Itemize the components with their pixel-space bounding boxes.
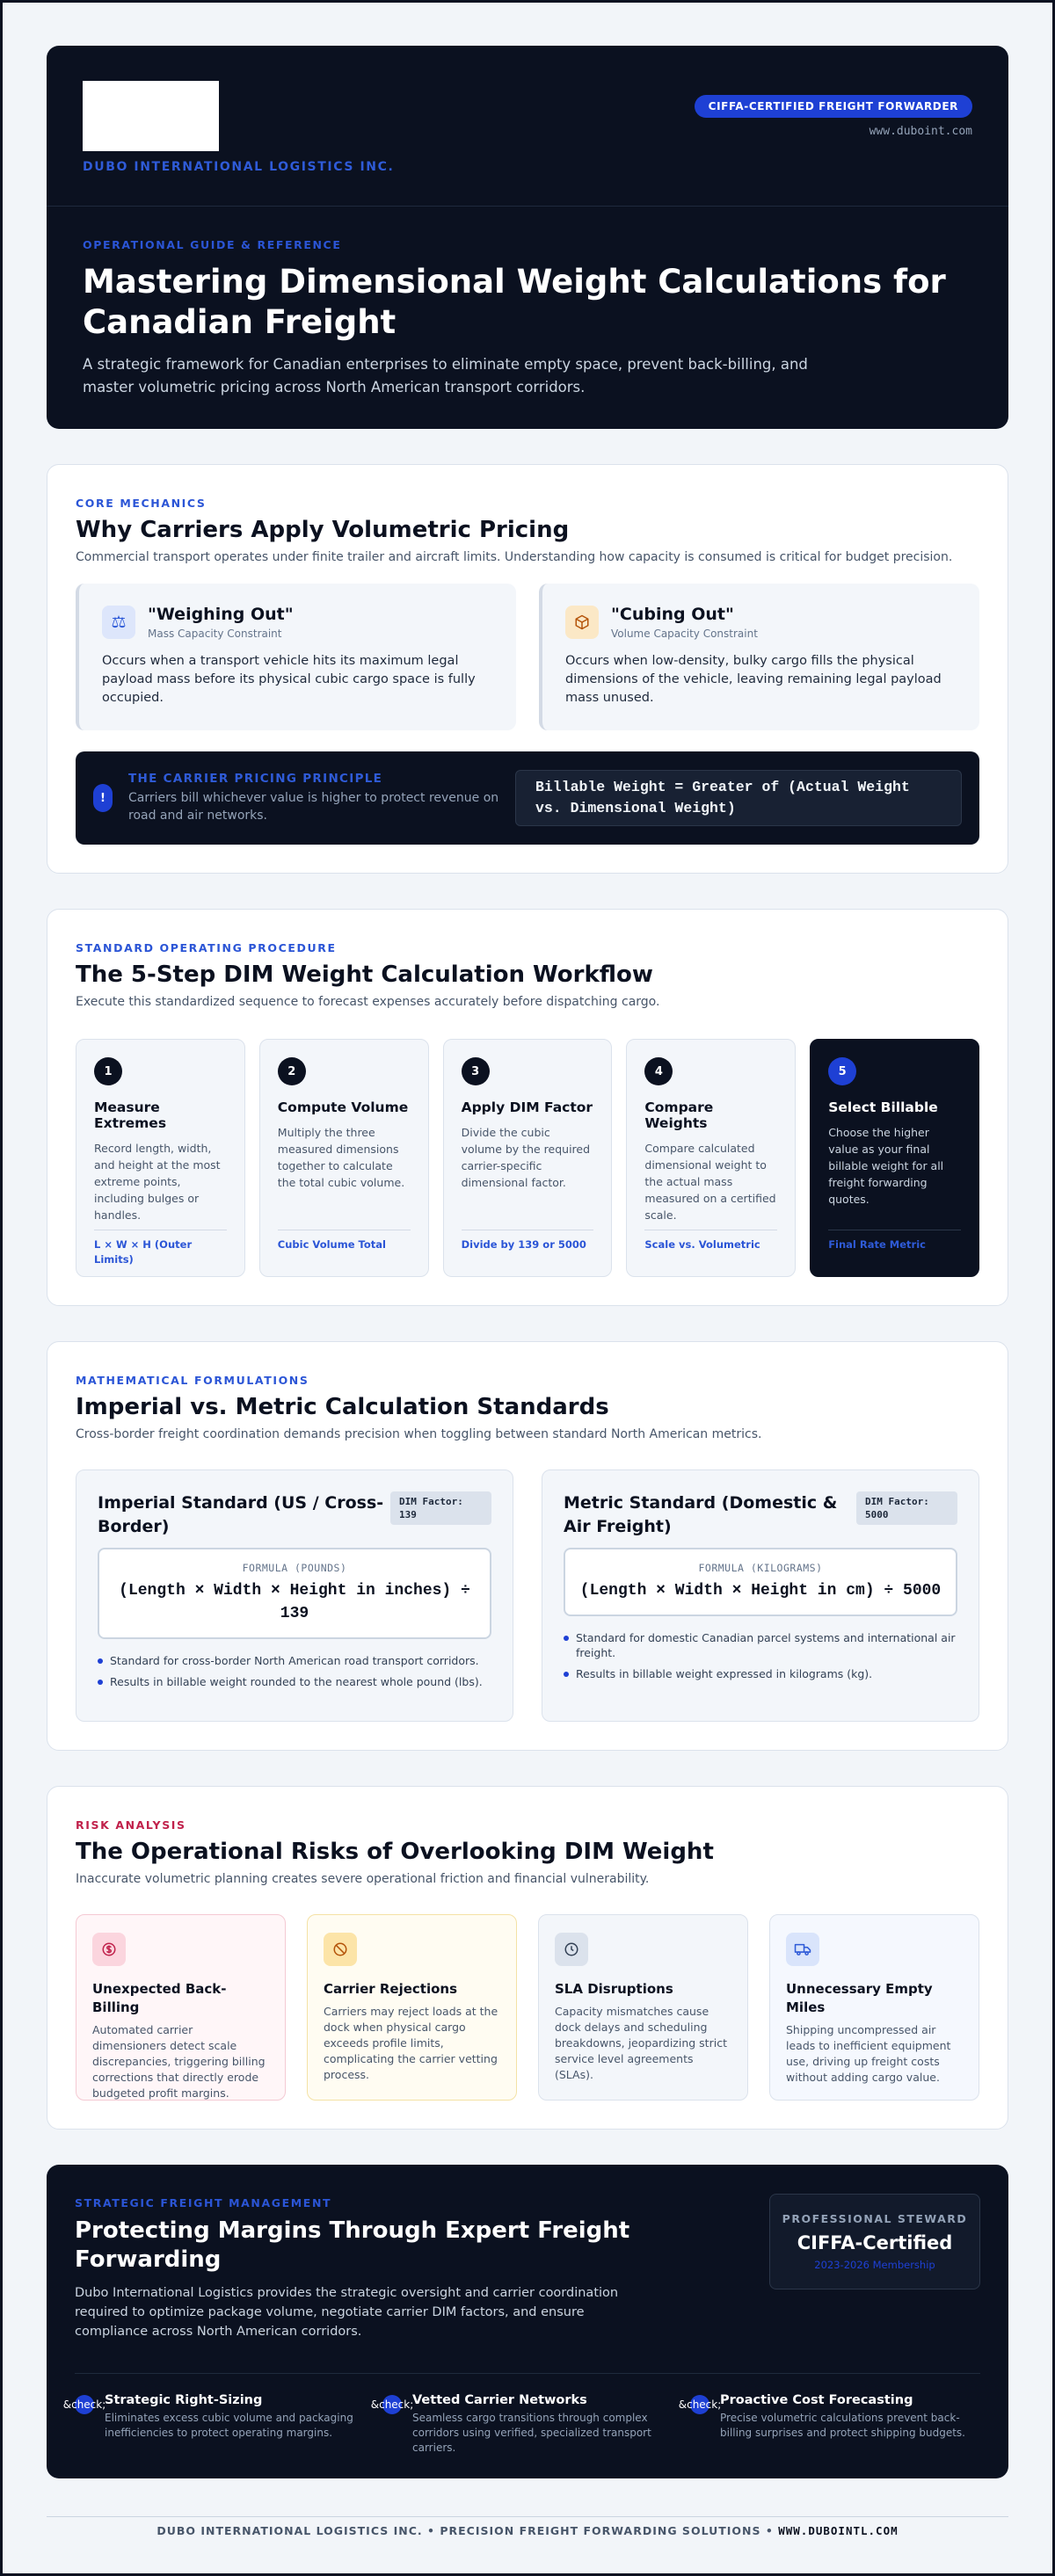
step-title: Measure Extremes	[94, 1099, 167, 1131]
risk-title: Unnecessary Empty Miles	[786, 1981, 933, 2015]
card-title: "Weighing Out"	[148, 605, 294, 624]
risk-description: Carriers may reject loads at the dock when physical cargo exceeds profile limits, complicating the carrier vetting process.	[324, 2005, 498, 2081]
steward-card	[769, 2194, 980, 2289]
step-description: Record length, width, and height at the most extreme points, including bulges or handles.	[94, 1142, 221, 1222]
feature-title: Strategic Right-Sizing	[105, 2393, 263, 2407]
page-subtitle: A strategic framework for Canadian enterprises to eliminate empty space, prevent back-billing, and master volumetric pricing across North American transport corridors.	[83, 356, 808, 395]
feature-title: Proactive Cost Forecasting	[720, 2393, 913, 2407]
section-subtitle: Execute this standardized sequence to forecast expenses accurately before dispatching cargo.	[76, 995, 660, 1009]
workflow-section	[47, 909, 1008, 1306]
risk-description: Shipping uncompressed air leads to inefficient equipment use, driving up freight costs without adding cargo value.	[786, 2023, 951, 2084]
step-number: 2	[278, 1057, 306, 1085]
step-footer: Cubic Volume Total	[278, 1230, 411, 1252]
feature-description: Precise volumetric calculations prevent back-billing surprises and protect shipping budgets.	[720, 2412, 965, 2439]
company-logo	[83, 81, 219, 151]
page-title: Mastering Dimensional Weight Calculations for Canadian Freight	[83, 263, 946, 341]
step-description: Choose the higher value as your final billable weight for all freight forwarding quotes.	[828, 1126, 944, 1206]
step-number: 3	[462, 1057, 490, 1085]
step-number: 5	[828, 1057, 856, 1085]
formula-box	[564, 1548, 957, 1616]
step-description: Multiply the three measured dimensions together to calculate the total cubic volume.	[277, 1126, 405, 1189]
section-eyebrow: STANDARD OPERATING PROCEDURE	[76, 941, 337, 954]
risk-description: Automated carrier dimensioners detect scale discrepancies, triggering billing corrections that directly erode budgeted profit margins.	[92, 2023, 266, 2100]
workflow-step-highlight	[810, 1039, 979, 1277]
hero-eyebrow: OPERATIONAL GUIDE & REFERENCE	[83, 238, 342, 251]
risk-analysis-section	[47, 1786, 1008, 2130]
risk-description: Capacity mismatches cause dock delays and scheduling breakdowns, jeopardizing strict service level agreements (SLAs).	[555, 2005, 727, 2081]
section-subtitle: Inaccurate volumetric planning creates severe operational friction and financial vulnerability.	[76, 1872, 650, 1886]
hero-divider	[47, 206, 1008, 207]
pricing-principle-banner	[76, 751, 979, 845]
formula-box	[98, 1548, 491, 1639]
risk-card	[538, 1914, 748, 2101]
card-tag: Mass Capacity Constraint	[148, 628, 282, 640]
card-body: Occurs when low-density, bulky cargo fills the physical dimensions of the vehicle, leaving remaining legal payload mass unused.	[565, 654, 942, 705]
step-footer: Final Rate Metric	[828, 1230, 961, 1252]
step-title: Compare Weights	[644, 1099, 714, 1131]
workflow-step	[76, 1039, 245, 1277]
core-mechanics-section	[47, 464, 1008, 874]
feature-item	[370, 2393, 673, 2456]
section-title: The 5-Step DIM Weight Calculation Workflow	[76, 961, 653, 988]
risk-card	[769, 1914, 979, 2101]
feature-item	[62, 2393, 365, 2456]
ban-icon	[324, 1933, 357, 1966]
step-footer: Divide by 139 or 5000	[462, 1230, 594, 1252]
steward-label: PROFESSIONAL STEWARD	[782, 2212, 968, 2225]
billable-weight-formula: Billable Weight = Greater of (Actual Weight vs. Dimensional Weight)	[515, 770, 962, 826]
dim-factor-badge: DIM Factor: 5000	[856, 1491, 957, 1525]
section-title: Why Carriers Apply Volumetric Pricing	[76, 517, 570, 543]
check-icon: &check;	[75, 2395, 94, 2414]
formulas-section	[47, 1341, 1008, 1751]
website-link[interactable]: www.duboint.com	[869, 125, 972, 138]
weighing-out-card	[76, 584, 516, 730]
list-item: Standard for cross-border North American road transport corridors.	[98, 1653, 491, 1668]
principle-title: THE CARRIER PRICING PRINCIPLE	[128, 772, 383, 786]
section-eyebrow: MATHEMATICAL FORMULATIONS	[76, 1374, 309, 1387]
feature-description: Eliminates excess cubic volume and packaging inefficiencies to protect operating margins.	[105, 2412, 353, 2439]
cubing-out-card	[539, 584, 979, 730]
clock-icon	[555, 1933, 588, 1966]
risk-title: Unexpected Back-Billing	[92, 1981, 227, 2015]
risk-title: Carrier Rejections	[324, 1981, 458, 1997]
card-body: Occurs when a transport vehicle hits its maximum legal payload mass before its physical cubic cargo space is fully occupied.	[102, 654, 476, 705]
formula-expression: (Length × Width × Height in inches) ÷ 139	[119, 1582, 470, 1622]
formula-label: FORMULA (KILOGRAMS)	[698, 1562, 823, 1574]
workflow-step	[626, 1039, 796, 1277]
footer-website-link[interactable]: WWW.DUBOINTL.COM	[778, 2524, 899, 2537]
card-title: Imperial Standard (US / Cross-Border)	[98, 1493, 384, 1536]
step-description: Compare calculated dimensional weight to the actual mass measured on a certified scale.	[644, 1142, 776, 1222]
section-title: Imperial vs. Metric Calculation Standards	[76, 1394, 609, 1420]
page-footer	[47, 2516, 1008, 2537]
step-title: Compute Volume	[277, 1099, 409, 1115]
list-item: Standard for domestic Canadian parcel systems and international air freight.	[564, 1630, 957, 1660]
section-eyebrow: CORE MECHANICS	[76, 497, 207, 510]
step-description: Divide the cubic volume by the required carrier-specific dimensional factor.	[461, 1126, 591, 1189]
feature-item	[678, 2393, 980, 2456]
section-subtitle: Cross-border freight coordination demands precision when toggling between standard North American metrics.	[76, 1427, 762, 1441]
dim-factor-badge: DIM Factor: 139	[390, 1491, 491, 1525]
formula-expression: (Length × Width × Height in cm) ÷ 5000	[579, 1582, 942, 1600]
alert-icon: !	[93, 784, 113, 812]
section-eyebrow: RISK ANALYSIS	[76, 1818, 186, 1832]
closing-divider	[75, 2373, 980, 2374]
dollar-icon	[92, 1933, 126, 1966]
truck-icon	[786, 1933, 819, 1966]
step-title: Apply DIM Factor	[461, 1099, 593, 1115]
card-title: "Cubing Out"	[611, 605, 734, 624]
feature-description: Seamless cargo transitions through complex corridors using verified, specialized transport carriers.	[412, 2412, 651, 2454]
section-subtitle: Commercial transport operates under finite trailer and aircraft limits. Understanding how capacity is consumed is critical for budget precision.	[76, 550, 953, 564]
list-item: Results in billable weight rounded to the nearest whole pound (lbs).	[98, 1674, 491, 1689]
workflow-step	[259, 1039, 429, 1277]
risk-card	[76, 1914, 286, 2101]
step-footer: L × W × H (Outer Limits)	[94, 1230, 227, 1267]
risk-card	[307, 1914, 517, 2101]
list-item: Results in billable weight expressed in kilograms (kg).	[564, 1666, 957, 1681]
hero-banner	[47, 46, 1008, 429]
steward-membership: 2023-2026 Membership	[814, 2259, 935, 2271]
step-footer: Scale vs. Volumetric	[644, 1230, 777, 1252]
section-title: The Operational Risks of Overlooking DIM Weight	[76, 1839, 714, 1865]
metric-standard-card	[542, 1469, 979, 1722]
formula-label: FORMULA (POUNDS)	[242, 1562, 347, 1574]
closing-cta-section	[47, 2165, 1008, 2478]
risk-title: SLA Disruptions	[555, 1981, 673, 1997]
feature-title: Vetted Carrier Networks	[412, 2393, 587, 2407]
scale-icon: ⚖	[102, 606, 135, 639]
company-name: DUBO INTERNATIONAL LOGISTICS INC.	[83, 160, 395, 174]
card-title: Metric Standard (Domestic & Air Freight)	[564, 1493, 838, 1536]
card-tag: Volume Capacity Constraint	[611, 628, 758, 640]
imperial-standard-card	[76, 1469, 513, 1722]
step-number: 4	[644, 1057, 673, 1085]
box-icon	[565, 606, 599, 639]
certification-badge: CIFFA-CERTIFIED FREIGHT FORWARDER	[695, 95, 972, 118]
workflow-step	[443, 1039, 613, 1277]
footer-text: DUBO INTERNATIONAL LOGISTICS INC. • PRECISION FREIGHT FORWARDING SOLUTIONS •	[156, 2524, 774, 2537]
step-number: 1	[94, 1057, 122, 1085]
check-icon: &check;	[690, 2395, 709, 2414]
section-body: Dubo International Logistics provides the strategic oversight and carrier coordination required to optimize package volume, negotiate carrier DIM factors, and ensure compliance across North American corridors.	[75, 2286, 619, 2339]
check-icon: &check;	[382, 2395, 402, 2414]
section-eyebrow: STRATEGIC FREIGHT MANAGEMENT	[75, 2196, 332, 2210]
steward-certification: CIFFA-Certified	[797, 2232, 953, 2253]
section-title: Protecting Margins Through Expert Freight Forwarding	[75, 2217, 630, 2273]
step-title: Select Billable	[828, 1099, 938, 1115]
principle-description: Carriers bill whichever value is higher to protect revenue on road and air networks.	[128, 791, 499, 823]
